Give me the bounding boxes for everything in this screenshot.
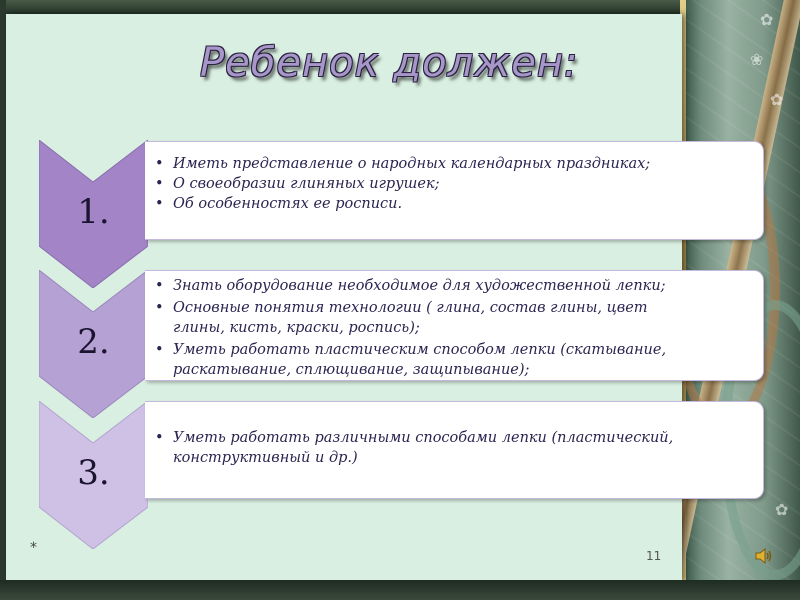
list-item: • Знать оборудование необходимое для художественной лепки;	[155, 278, 666, 294]
step-number: 1.	[77, 192, 110, 232]
flower-ornament-icon: ❀	[750, 50, 764, 69]
slide-title: Ребенок должен:	[200, 40, 579, 86]
flower-ornament-icon: ✿	[775, 500, 789, 519]
step-chevron-1	[39, 140, 148, 288]
list-item: • Иметь представление о народных календарных праздниках;	[155, 156, 651, 172]
list-item: • Уметь работать пластическим способом лепки (скатывание, раскатывание, сплющивание, защипывание);	[155, 342, 667, 378]
list-item: • Об особенностях ее росписи.	[155, 196, 403, 212]
page-number: 11	[646, 549, 662, 563]
step-number: 2.	[77, 322, 110, 362]
list-item: • О своеобразии глиняных игрушек;	[155, 176, 440, 192]
step-card-1	[145, 141, 764, 240]
list-item: • Уметь работать различными способами лепки (пластический, конструктивный и др.)	[155, 430, 674, 466]
flower-ornament-icon: ✿	[770, 90, 784, 109]
window-bottom-frame	[0, 580, 800, 600]
step-card-2	[145, 270, 764, 381]
step-chevron-2	[39, 270, 148, 418]
speaker-icon[interactable]	[754, 546, 774, 566]
footer-mark: *	[30, 540, 37, 556]
flower-ornament-icon: ✿	[760, 10, 774, 29]
list-item: • Основные понятия технологии ( глина, состав глины, цвет глины, кисть, краски, роспись);	[155, 300, 648, 336]
step-chevron-3	[39, 401, 148, 549]
step-number: 3.	[77, 453, 110, 493]
step-card-3	[145, 401, 764, 499]
